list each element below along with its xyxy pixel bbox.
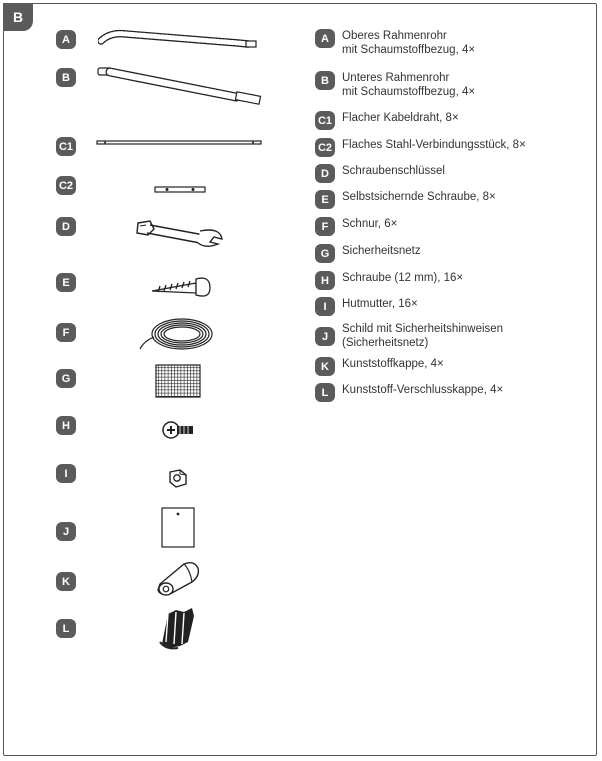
flat-steel-connector-icon [153, 184, 207, 196]
legend-item-l [315, 383, 503, 402]
legend-line: Hutmutter, 16× [342, 298, 418, 310]
screw-icon [162, 420, 196, 440]
flat-cable-wire-icon [95, 137, 263, 149]
legend-line: (Sicherheitsnetz) [342, 337, 429, 349]
safety-net-icon [155, 364, 201, 398]
part-badge-f: F [56, 323, 76, 342]
legend-item-c1 [315, 111, 459, 130]
part-badge-b: B [56, 68, 76, 87]
legend-text [342, 164, 445, 178]
legend-text [342, 357, 444, 371]
legend-line: Schild mit Sicherheitshinweisen [342, 323, 504, 335]
part-badge-d: D [56, 217, 76, 236]
part-badge-a: A [56, 30, 76, 49]
legend-badge: G [315, 244, 335, 263]
legend-item-b [315, 71, 475, 99]
legend-text [342, 244, 421, 258]
legend-line: mit Schaumstoffbezug, 4× [342, 86, 476, 98]
part-badge-l: L [56, 619, 76, 638]
cap-nut-icon [166, 468, 190, 490]
legend-badge: C2 [315, 138, 335, 157]
page-frame [3, 3, 597, 756]
legend-text [342, 29, 475, 57]
part-badge-j: J [56, 522, 76, 541]
legend-text [342, 383, 503, 397]
legend-text [342, 138, 526, 152]
section-tab: B [3, 3, 33, 31]
legend-text [342, 217, 397, 231]
self-locking-screw-icon [150, 273, 212, 297]
part-badge-e: E [56, 273, 76, 292]
legend-line: Flacher Kabeldraht, 8× [342, 112, 459, 124]
legend-line: Schraube (12 mm), 16× [342, 272, 464, 284]
legend-badge: C1 [315, 111, 335, 130]
legend-item-j [315, 322, 503, 350]
legend-line: Schnur, 6× [342, 218, 398, 230]
legend-line: Selbstsichernde Schraube, 8× [342, 191, 496, 203]
upper-frame-tube-icon [98, 28, 260, 54]
legend-text [342, 271, 463, 285]
legend-line: Sicherheitsnetz [342, 245, 421, 257]
part-badge-c2: C2 [56, 176, 76, 195]
legend-badge: E [315, 190, 335, 209]
legend-item-d [315, 164, 445, 183]
legend-line: mit Schaumstoffbezug, 4× [342, 44, 476, 56]
legend-text [342, 71, 475, 99]
legend-item-i [315, 297, 418, 316]
legend-item-a [315, 29, 475, 57]
part-badge-i: I [56, 464, 76, 483]
legend-line: Kunststoffkappe, 4× [342, 358, 444, 370]
legend-text [342, 297, 418, 311]
legend-item-k [315, 357, 444, 376]
part-badge-c1: C1 [56, 137, 76, 156]
legend-badge: L [315, 383, 335, 402]
legend-line: Schraubenschlüssel [342, 165, 445, 177]
legend-badge: H [315, 271, 335, 290]
legend-badge: I [315, 297, 335, 316]
safety-sign-icon [159, 506, 197, 550]
legend-text [342, 111, 459, 125]
part-badge-h: H [56, 416, 76, 435]
lower-frame-tube-icon [96, 64, 266, 106]
legend-badge: A [315, 29, 335, 48]
legend-text [342, 190, 496, 204]
legend-item-f [315, 217, 397, 236]
legend-line: Flaches Stahl-Verbindungsstück, 8× [342, 139, 526, 151]
plastic-end-cap-icon [154, 604, 198, 650]
legend-item-c2 [315, 138, 526, 157]
legend-line: Oberes Rahmenrohr [342, 30, 447, 42]
legend-text [342, 322, 503, 350]
legend-badge: D [315, 164, 335, 183]
legend-line: Kunststoff-Verschlusskappe, 4× [342, 384, 504, 396]
legend-badge: F [315, 217, 335, 236]
wrench-icon [132, 217, 224, 247]
cord-coil-icon [138, 315, 218, 353]
legend-badge: K [315, 357, 335, 376]
legend-badge: B [315, 71, 335, 90]
plastic-cap-icon [154, 558, 202, 598]
legend-badge: J [315, 327, 335, 346]
legend-item-h [315, 271, 463, 290]
legend-item-e [315, 190, 496, 209]
part-badge-k: K [56, 572, 76, 591]
part-badge-g: G [56, 369, 76, 388]
legend-item-g [315, 244, 421, 263]
legend-line: Unteres Rahmenrohr [342, 72, 450, 84]
